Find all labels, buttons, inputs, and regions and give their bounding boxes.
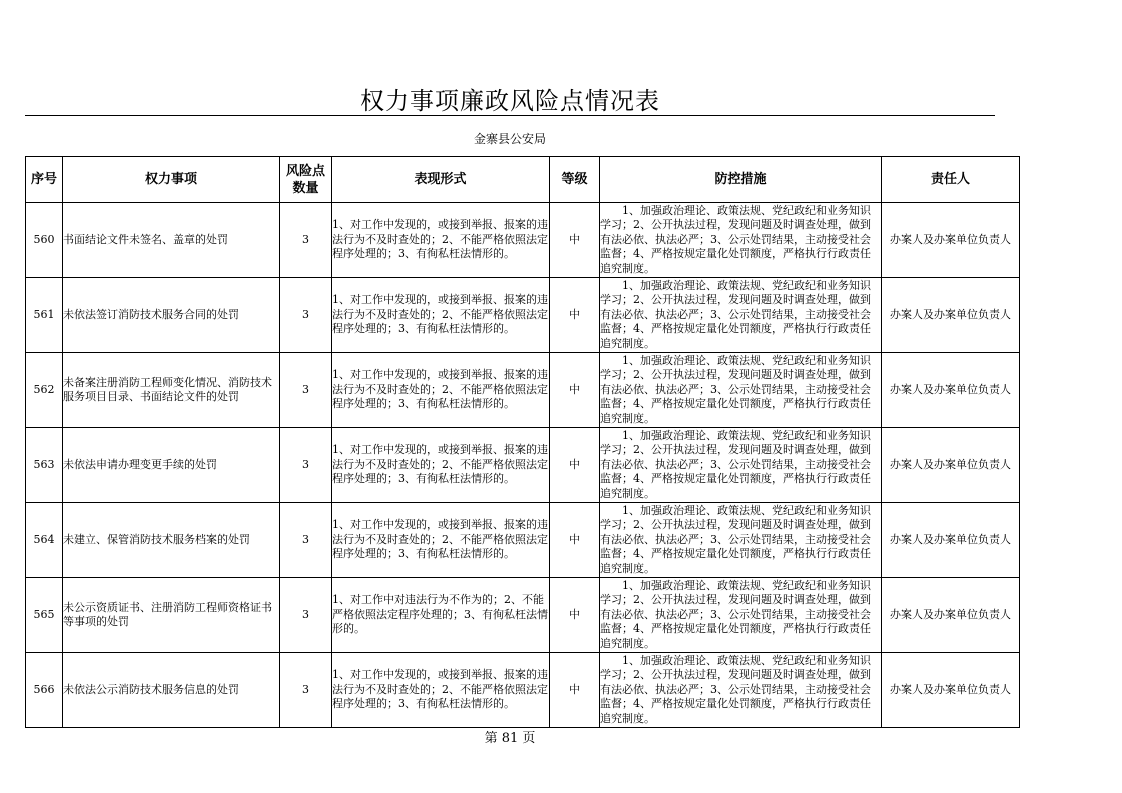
cell-level: 中 bbox=[550, 278, 600, 353]
cell-form: 1、对工作中发现的，或接到举报、报案的违法行为不及时查处的；2、不能严格依照法定程序处理的；3、有徇私枉法情形的。 bbox=[332, 353, 550, 428]
cell-item: 未公示资质证书、注册消防工程师资格证书等事项的处罚 bbox=[63, 578, 280, 653]
cell-level: 中 bbox=[550, 578, 600, 653]
cell-item: 书面结论文件未签名、盖章的处罚 bbox=[63, 203, 280, 278]
cell-no: 560 bbox=[26, 203, 63, 278]
header-no: 序号 bbox=[26, 157, 63, 203]
cell-item: 未备案注册消防工程师变化情况、消防技术服务项目目录、书面结论文件的处罚 bbox=[63, 353, 280, 428]
cell-points: 3 bbox=[280, 503, 332, 578]
cell-points: 3 bbox=[280, 278, 332, 353]
cell-item: 未依法公示消防技术服务信息的处罚 bbox=[63, 653, 280, 728]
cell-points: 3 bbox=[280, 428, 332, 503]
table-row bbox=[26, 653, 1020, 728]
risk-table bbox=[25, 156, 1020, 728]
cell-control: 1、加强政治理论、政策法规、党纪政纪和业务知识学习；2、公开执法过程，发现问题及时调查处理，做到有法必依、执法必严；3、公示处罚结果，主动接受社会监督；4、严格按规定量化处罚额度，严格执行行政责任追究制度。 bbox=[600, 353, 882, 428]
cell-control: 1、加强政治理论、政策法规、党纪政纪和业务知识学习；2、公开执法过程，发现问题及时调查处理，做到有法必依、执法必严；3、公示处罚结果，主动接受社会监督；4、严格按规定量化处罚额度，严格执行行政责任追究制度。 bbox=[600, 503, 882, 578]
cell-points: 3 bbox=[280, 353, 332, 428]
header-control: 防控措施 bbox=[600, 157, 882, 203]
cell-control: 1、加强政治理论、政策法规、党纪政纪和业务知识学习；2、公开执法过程，发现问题及时调查处理，做到有法必依、执法必严；3、公示处罚结果，主动接受社会监督；4、严格按规定量化处罚额度，严格执行行政责任追究制度。 bbox=[600, 653, 882, 728]
cell-responsible: 办案人及办案单位负责人 bbox=[882, 503, 1020, 578]
table-row bbox=[26, 578, 1020, 653]
cell-no: 564 bbox=[26, 503, 63, 578]
cell-control: 1、加强政治理论、政策法规、党纪政纪和业务知识学习；2、公开执法过程，发现问题及时调查处理，做到有法必依、执法必严；3、公示处罚结果，主动接受社会监督；4、严格按规定量化处罚额度，严格执行行政责任追究制度。 bbox=[600, 578, 882, 653]
cell-responsible: 办案人及办案单位负责人 bbox=[882, 578, 1020, 653]
cell-no: 562 bbox=[26, 353, 63, 428]
cell-points: 3 bbox=[280, 653, 332, 728]
cell-no: 565 bbox=[26, 578, 63, 653]
title-divider bbox=[25, 115, 995, 116]
cell-no: 563 bbox=[26, 428, 63, 503]
cell-responsible: 办案人及办案单位负责人 bbox=[882, 278, 1020, 353]
table-row bbox=[26, 503, 1020, 578]
header-responsible: 责任人 bbox=[882, 157, 1020, 203]
table-row bbox=[26, 428, 1020, 503]
cell-form: 1、对工作中发现的，或接到举报、报案的违法行为不及时查处的；2、不能严格依照法定程序处理的；3、有徇私枉法情形的。 bbox=[332, 203, 550, 278]
cell-control: 1、加强政治理论、政策法规、党纪政纪和业务知识学习；2、公开执法过程，发现问题及时调查处理，做到有法必依、执法必严；3、公示处罚结果，主动接受社会监督；4、严格按规定量化处罚额度，严格执行行政责任追究制度。 bbox=[600, 203, 882, 278]
table-row bbox=[26, 278, 1020, 353]
cell-control: 1、加强政治理论、政策法规、党纪政纪和业务知识学习；2、公开执法过程，发现问题及时调查处理，做到有法必依、执法必严；3、公示处罚结果，主动接受社会监督；4、严格按规定量化处罚额度，严格执行行政责任追究制度。 bbox=[600, 428, 882, 503]
cell-level: 中 bbox=[550, 428, 600, 503]
header-item: 权力事项 bbox=[63, 157, 280, 203]
cell-level: 中 bbox=[550, 503, 600, 578]
cell-responsible: 办案人及办案单位负责人 bbox=[882, 428, 1020, 503]
cell-responsible: 办案人及办案单位负责人 bbox=[882, 353, 1020, 428]
cell-level: 中 bbox=[550, 353, 600, 428]
cell-responsible: 办案人及办案单位负责人 bbox=[882, 203, 1020, 278]
cell-control: 1、加强政治理论、政策法规、党纪政纪和业务知识学习；2、公开执法过程，发现问题及时调查处理，做到有法必依、执法必严；3、公示处罚结果，主动接受社会监督；4、严格按规定量化处罚额度，严格执行行政责任追究制度。 bbox=[600, 278, 882, 353]
header-level: 等级 bbox=[550, 157, 600, 203]
table-row bbox=[26, 203, 1020, 278]
page-number: 第 81 页 bbox=[484, 731, 536, 746]
cell-item: 未依法签订消防技术服务合同的处罚 bbox=[63, 278, 280, 353]
cell-form: 1、对工作中对违法行为不作为的；2、不能严格依照法定程序处理的；3、有徇私枉法情形的。 bbox=[332, 578, 550, 653]
cell-no: 561 bbox=[26, 278, 63, 353]
cell-form: 1、对工作中发现的，或接到举报、报案的违法行为不及时查处的；2、不能严格依照法定程序处理的；3、有徇私枉法情形的。 bbox=[332, 428, 550, 503]
header-points: 风险点数量 bbox=[280, 157, 332, 203]
cell-points: 3 bbox=[280, 578, 332, 653]
cell-form: 1、对工作中发现的，或接到举报、报案的违法行为不及时查处的；2、不能严格依照法定程序处理的；3、有徇私枉法情形的。 bbox=[332, 653, 550, 728]
cell-responsible: 办案人及办案单位负责人 bbox=[882, 653, 1020, 728]
cell-item: 未建立、保管消防技术服务档案的处罚 bbox=[63, 503, 280, 578]
table-header-row bbox=[26, 157, 1020, 203]
cell-form: 1、对工作中发现的，或接到举报、报案的违法行为不及时查处的；2、不能严格依照法定程序处理的；3、有徇私枉法情形的。 bbox=[332, 503, 550, 578]
header-form: 表现形式 bbox=[332, 157, 550, 203]
page-subtitle: 金寨县公安局 bbox=[473, 132, 546, 146]
cell-no: 566 bbox=[26, 653, 63, 728]
table-row bbox=[26, 353, 1020, 428]
cell-points: 3 bbox=[280, 203, 332, 278]
cell-level: 中 bbox=[550, 203, 600, 278]
page-title: 权力事项廉政风险点情况表 bbox=[360, 87, 660, 115]
cell-form: 1、对工作中发现的，或接到举报、报案的违法行为不及时查处的；2、不能严格依照法定程序处理的；3、有徇私枉法情形的。 bbox=[332, 278, 550, 353]
cell-item: 未依法申请办理变更手续的处罚 bbox=[63, 428, 280, 503]
cell-level: 中 bbox=[550, 653, 600, 728]
